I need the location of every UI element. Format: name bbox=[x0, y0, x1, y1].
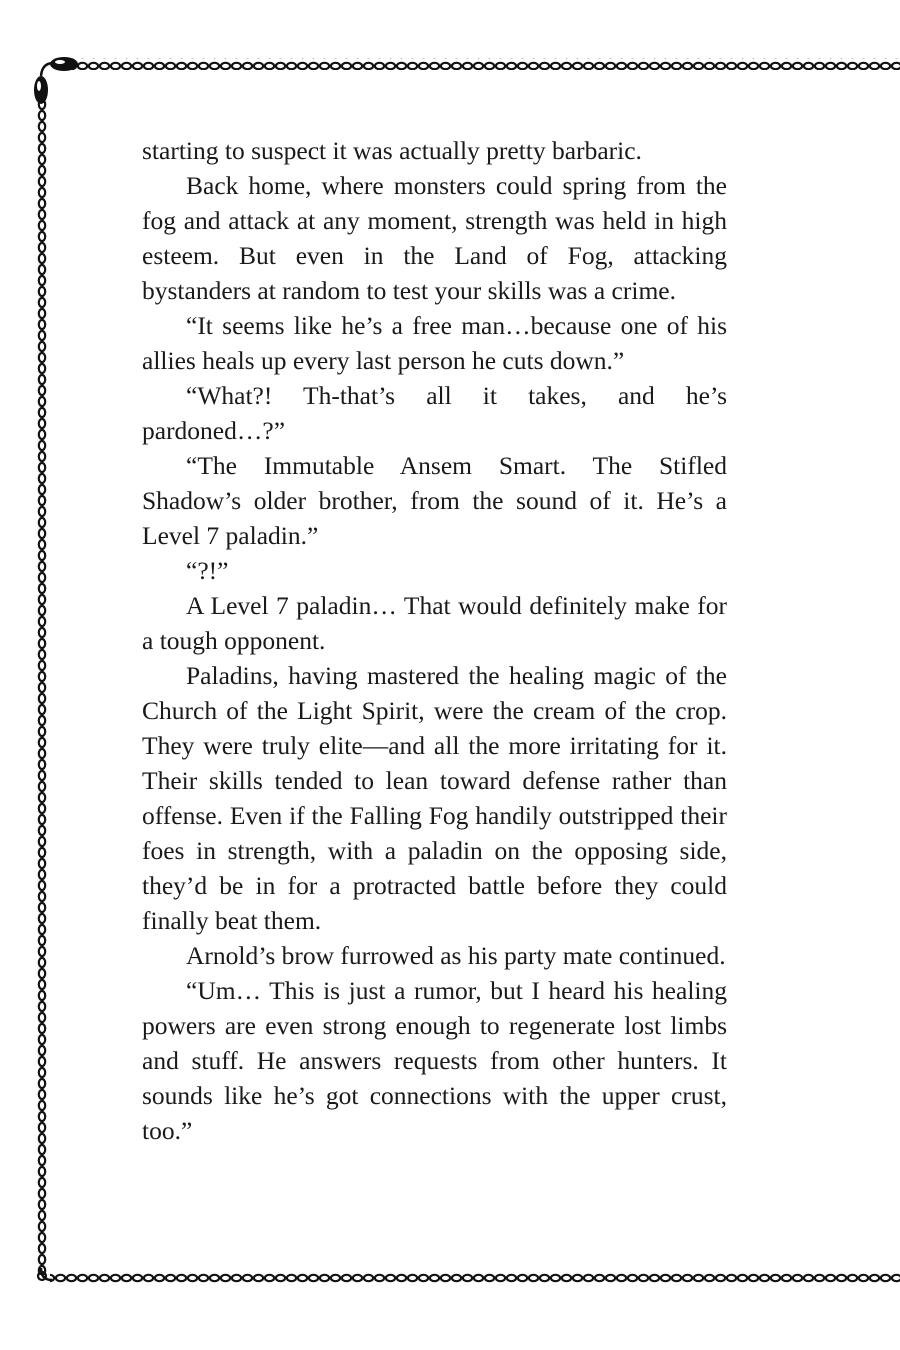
paragraph: Back home, where monsters could spring from the fog and attack at any moment, strength was held in high esteem. But even in the Land of Fog, attacking bystanders at random to test your skills was a crime. bbox=[142, 171, 727, 305]
paragraph: “?!” bbox=[186, 556, 229, 585]
paragraph: “It seems like he’s a free man…because one of his allies heals up every last person he cuts down.” bbox=[142, 311, 727, 375]
paragraph: Arnold’s brow furrowed as his party mate continued. bbox=[186, 941, 726, 970]
bottom-chain bbox=[50, 1273, 900, 1285]
paragraph: A Level 7 paladin… That would definitely make for a tough opponent. bbox=[142, 591, 727, 655]
top-chain bbox=[72, 58, 900, 70]
body-text bbox=[142, 133, 727, 1148]
paragraph: “The Immutable Ansem Smart. The Stifled Shadow’s older brother, from the sound of it. He’s a Level 7 paladin.” bbox=[142, 451, 727, 550]
paragraph: “Um… This is just a rumor, but I heard his healing powers are even strong enough to regenerate lost limbs and stuff. He answers requests from other hunters. It sounds like he’s got connections with the upper crust, too.” bbox=[142, 976, 727, 1145]
left-chain bbox=[35, 100, 47, 1275]
paragraph: “What?! Th-that’s all it takes, and he’s pardoned…?” bbox=[142, 381, 727, 445]
paragraph: Paladins, having mastered the healing magic of the Church of the Light Spirit, were the cream of the crop. They were truly elite—and all the more irritating for it. Their skills tended to lean toward defense rather than offense. Even if the Falling Fog handily outstripped their foes in strength, with a paladin on the opposing side, they’d be in for a protracted battle before they could finally beat them. bbox=[142, 661, 727, 935]
top-left-clasp-icon bbox=[34, 57, 78, 104]
paragraph: starting to suspect it was actually pretty barbaric. bbox=[142, 136, 642, 165]
